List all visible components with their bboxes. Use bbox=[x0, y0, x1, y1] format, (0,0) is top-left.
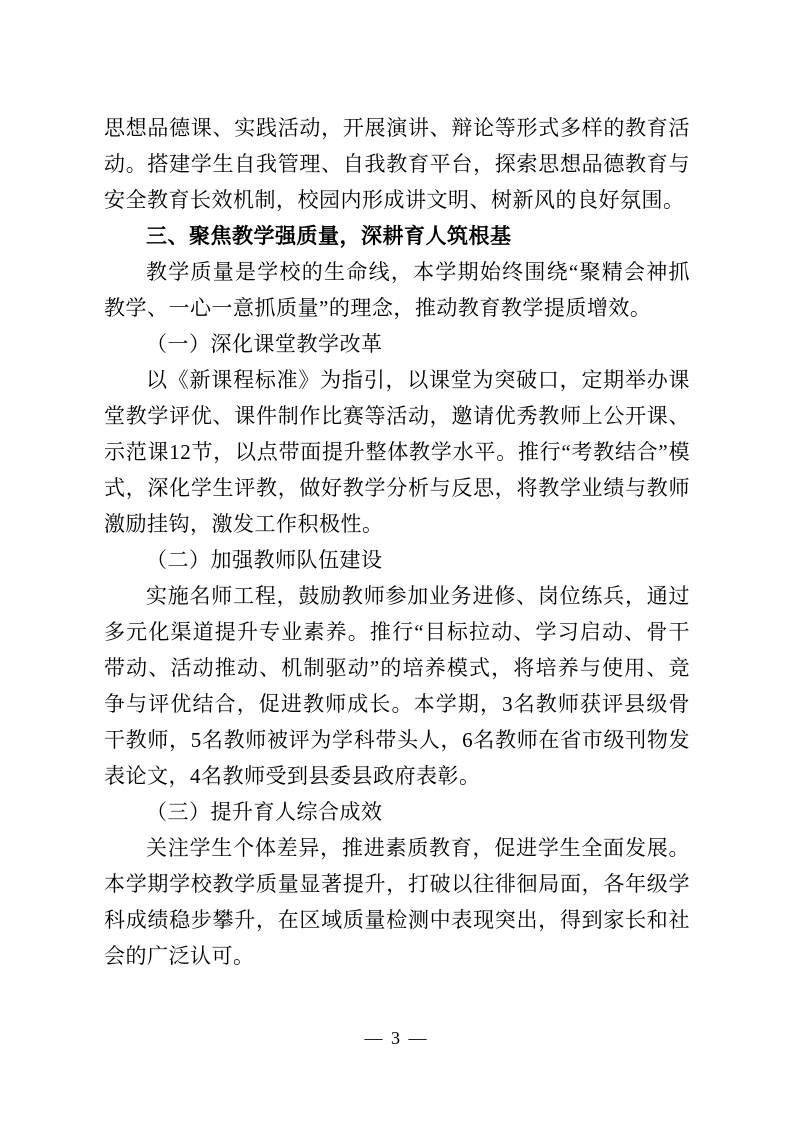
paragraph: 关注学生个体差异，推进素质教育，促进学生全面发展。本学期学校教学质量显著提升，打破以往徘徊局面，各年级学科成绩稳步攀升，在区域质量检测中表现突出，得到家长和社会的广泛认可。 bbox=[104, 836, 690, 968]
paragraph: 以《新课程标准》为指引，以课堂为突破口，定期举办课堂教学评优、课件制作比赛等活动，邀请优秀教师上公开课、示范课12节，以点带面提升整体教学水平。推行“考教结合”模式，深化学生评教，做好教学分析与反思，将教学业绩与教师激励挂钩，激发工作积极性。 bbox=[104, 368, 690, 536]
section-heading: 三、聚焦教学强质量，深耕育人筑根基 bbox=[146, 224, 512, 248]
paragraph: 思想品德课、实践活动，开展演讲、辩论等形式多样的教育活动。搭建学生自我管理、自我教育平台，探索思想品德教育与安全教育长效机制，校园内形成讲文明、树新风的良好氛围。 bbox=[104, 116, 690, 212]
document-body bbox=[104, 110, 690, 974]
subsection-heading: （一）深化课堂教学改革 bbox=[146, 332, 383, 356]
subsection-heading: （三）提升育人综合成效 bbox=[146, 800, 383, 824]
page-number: — 3 — bbox=[364, 1028, 429, 1048]
paragraph: 实施名师工程，鼓励教师参加业务进修、岗位练兵，通过多元化渠道提升专业素养。推行“目标拉动、学习启动、骨干带动、活动推动、机制驱动”的培养模式，将培养与使用、竞争与评优结合，促进教师成长。本学期，3名教师获评县级骨干教师，5名教师被评为学科带头人，6名教师在省市级刊物发表论文，4名教师受到县委县政府表彰。 bbox=[104, 584, 690, 788]
subsection-heading: （二）加强教师队伍建设 bbox=[146, 548, 383, 572]
paragraph: 教学质量是学校的生命线，本学期始终围绕“聚精会神抓教学、一心一意抓质量”的理念，推动教育教学提质增效。 bbox=[104, 260, 690, 320]
